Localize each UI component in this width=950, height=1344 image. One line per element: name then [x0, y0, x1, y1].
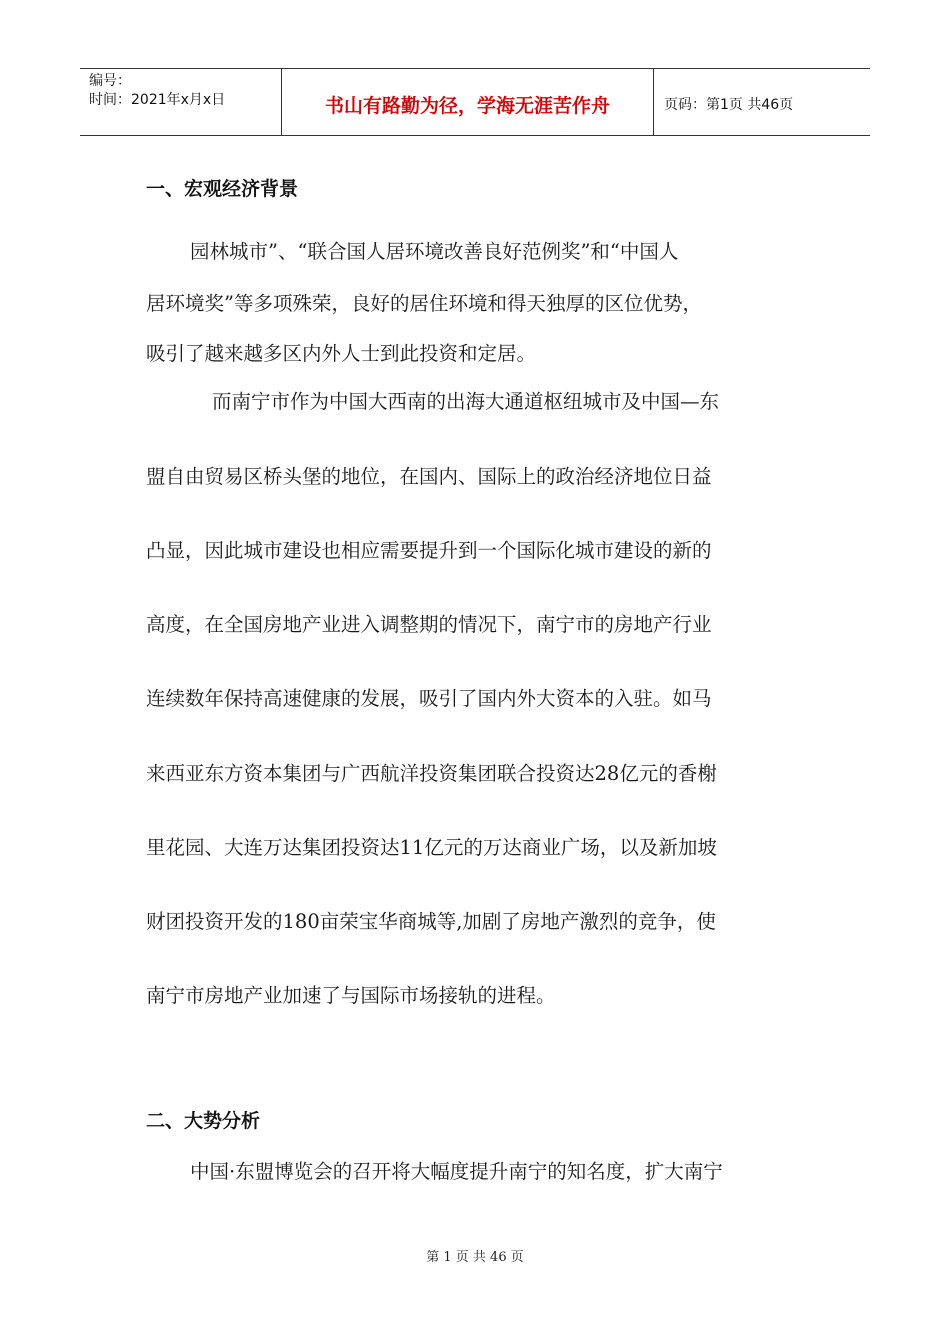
paragraph-line: 而南宁市作为中国大西南的出海大通道枢纽城市及中国—东 [212, 390, 720, 413]
header-motto: 书山有路勤为径，学海无涯苦作舟 [282, 69, 654, 135]
paragraph-line: 南宁市房地产业加速了与国际市场接轨的进程。 [146, 984, 556, 1007]
paragraph-line: 里花园、大连万达集团投资达11亿元的万达商业广场，以及新加坡 [146, 836, 717, 859]
document-date: 时间：2021年x月x日 [89, 92, 226, 108]
document-header [80, 68, 870, 136]
document-number-label: 编号： [89, 73, 131, 89]
paragraph-line: 来西亚东方资本集团与广西航洋投资集团联合投资达28亿元的香榭 [146, 762, 717, 785]
paragraph-line: 中国·东盟博览会的召开将大幅度提升南宁的知名度，扩大南宁 [190, 1160, 723, 1183]
paragraph-line: 吸引了越来越多区内外人士到此投资和定居。 [146, 342, 537, 365]
section-heading-trend-analysis: 二、大势分析 [146, 1110, 261, 1132]
paragraph-line: 高度，在全国房地产业进入调整期的情况下，南宁市的房地产行业 [146, 613, 712, 636]
paragraph-line: 居环境奖”等多项殊荣，良好的居住环境和得天独厚的区位优势， [146, 292, 702, 315]
paragraph-line: 园林城市”、“联合国人居环境改善良好范例奖”和“中国人 [190, 240, 679, 263]
section-heading-macro-economy: 一、宏观经济背景 [146, 178, 299, 200]
page-footer: 第 1 页 共 46 页 [426, 1250, 524, 1265]
header-page-info: 页码：第1页 共46页 [664, 97, 794, 113]
paragraph-line: 财团投资开发的180亩荣宝华商城等,加剧了房地产激烈的竞争，使 [146, 910, 716, 933]
header-meta [80, 69, 282, 135]
paragraph-line: 盟自由贸易区桥头堡的地位，在国内、国际上的政治经济地位日益 [146, 465, 712, 488]
paragraph-line: 凸显，因此城市建设也相应需要提升到一个国际化城市建设的新的 [146, 539, 712, 562]
paragraph-line: 连续数年保持高速健康的发展，吸引了国内外大资本的入驻。如马 [146, 687, 712, 710]
